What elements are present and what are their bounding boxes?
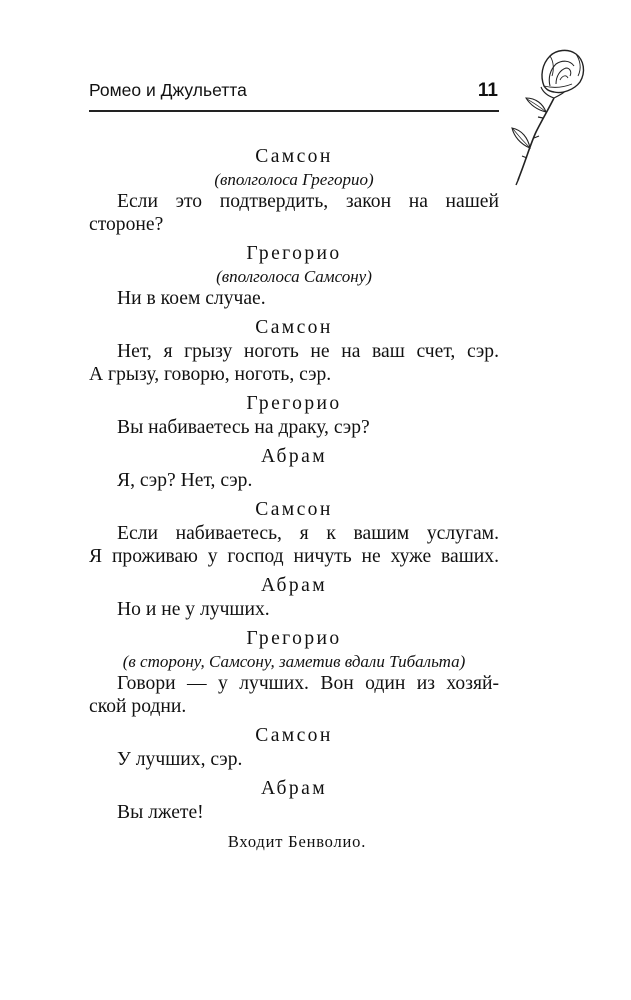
speech-line: А грызу, говорю, ноготь, сэр. [89,364,332,385]
speaker-name: Грегорио [246,243,342,264]
speech [89,190,499,236]
speech-line: Если набиваетесь, я к вашим услугам. [117,523,499,544]
speaker-name: Грегорио [246,628,342,649]
speech-line: Говори — у лучших. Вон один из хозяй- [117,673,499,694]
speech [89,748,499,771]
speech-line: ской родни. [89,696,187,717]
speaker-name: Самсон [255,317,333,338]
speech [89,416,499,439]
speech [89,522,499,568]
rose-icon [496,40,596,190]
stage-remark: (в сторону, Самсону, заметив вдали Тибальта) [122,652,466,671]
speech [89,287,499,310]
speech-line: Вы лжете! [117,802,204,823]
speech-line: Нет, я грызу ноготь не на ваш счет, сэр. [117,341,499,362]
stage-remark: (вполголоса Самсону) [216,267,372,286]
speaker-name: Абрам [260,778,328,799]
speech [89,340,499,386]
speech-line: Вы набиваетесь на драку, сэр? [117,417,370,438]
speaker-name: Абрам [260,446,328,467]
stage-remark: (вполголоса Грегорио) [214,170,374,189]
book-title: Ромео и Джульетта [89,80,247,100]
speech [89,801,499,824]
speech-line: Но и не у лучших. [117,599,270,620]
speaker-name: Самсон [255,499,333,520]
speaker-name: Самсон [255,725,333,746]
speech [89,672,499,718]
speech-line: Ни в коем случае. [117,288,266,309]
speaker-name: Абрам [260,575,328,596]
page-number: 11 [477,80,498,101]
speaker-name: Самсон [255,146,333,167]
speech [89,598,499,621]
speech-line: У лучших, сэр. [117,749,243,770]
speech-line: стороне? [89,214,164,235]
speech-line: Я проживаю у господ ничуть не хуже ваших. [89,546,499,567]
play-text [89,145,499,853]
speech-line: Я, сэр? Нет, сэр. [117,470,253,491]
stage-direction: Входит Бенволио. [227,832,367,851]
speaker-name: Грегорио [246,393,342,414]
speech [89,469,499,492]
speech-line: Если это подтвердить, закон на нашей [117,191,499,212]
header-rule [89,110,499,112]
